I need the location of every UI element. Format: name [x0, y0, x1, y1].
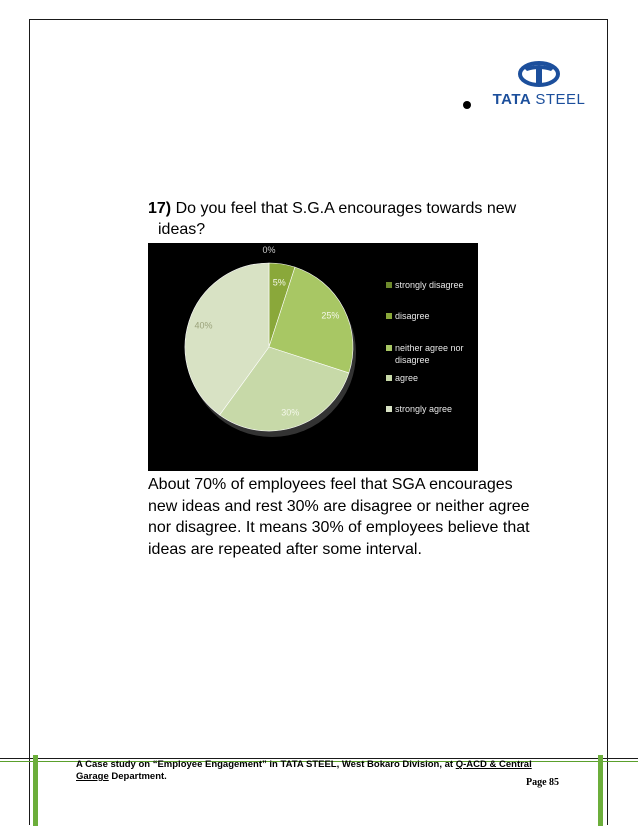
footer-bar-right — [598, 755, 603, 826]
body-line: ideas are repeated after some interval. — [148, 540, 422, 558]
logo-wordmark — [485, 91, 593, 108]
legend-swatch — [386, 345, 392, 351]
legend-label: strongly agree — [395, 404, 453, 414]
logo-brand: TATA — [492, 91, 531, 108]
legend-label: disagree — [395, 355, 430, 365]
bullet-dot — [463, 101, 471, 109]
pie-data-label: 5% — [272, 277, 286, 288]
question-number: 17) — [148, 200, 172, 217]
legend-swatch — [386, 375, 392, 381]
legend-swatch — [386, 282, 392, 288]
question-line2: ideas? — [158, 221, 206, 238]
body-line: About 70% of employees feel that SGA encourages — [148, 476, 513, 493]
footer-line2-text: Department. — [108, 771, 167, 782]
legend-label: disagree — [395, 311, 430, 321]
pie-data-label: 40% — [194, 320, 213, 331]
footer-line1-text: A Case study on “Employee Engagement” in TATA STEEL, West Bokaro Division, at — [76, 759, 456, 770]
question — [148, 198, 568, 240]
footer-link-garage: Garage — [76, 771, 109, 782]
page-number: Page 85 — [526, 777, 560, 788]
body-paragraph — [148, 474, 568, 560]
pie-data-label: 30% — [281, 407, 300, 418]
legend-label: neither agree nor — [395, 343, 464, 353]
question-line1: Do you feel that S.G.A encourages towards new — [175, 200, 517, 217]
pie-data-label: 0% — [262, 245, 276, 255]
legend-swatch — [386, 313, 392, 319]
logo-word: STEEL — [535, 91, 586, 108]
body-line: new ideas and rest 30% are disagree or neither agree — [148, 497, 530, 515]
pie-data-label: 25% — [321, 310, 340, 321]
body-line: nor disagree. It means 30% of employees believe that — [148, 519, 530, 536]
footer-caption — [76, 759, 556, 783]
tata-steel-logo — [485, 58, 593, 114]
legend-swatch — [386, 406, 392, 412]
pie-chart — [148, 243, 478, 471]
legend-label: strongly disagree — [395, 280, 464, 290]
legend-label: agree — [395, 373, 419, 383]
footer-bar-left — [33, 755, 38, 826]
footer-link-qacd: Q-ACD & Central — [455, 759, 532, 770]
tata-logo-icon — [485, 58, 593, 92]
pie-chart-svg — [148, 243, 478, 471]
